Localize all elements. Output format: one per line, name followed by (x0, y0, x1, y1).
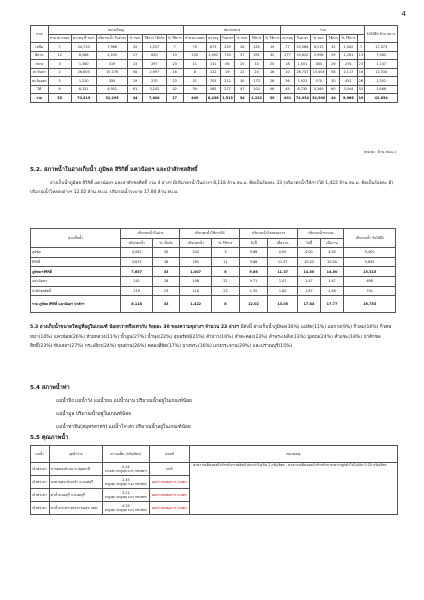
value-cell: 14.50 (320, 267, 344, 277)
value-cell: 10 (281, 68, 294, 77)
value-cell: 23 (212, 286, 240, 296)
col-inflow: ปริมาณน้ำไหลลงอ่างฯ (239, 229, 297, 239)
total-cell: 19 (357, 94, 365, 103)
value-cell: 19 (264, 43, 281, 52)
salinity-value: 0.24 (122, 465, 130, 469)
value-cell: 70 (183, 43, 206, 52)
col-receivable: รับได้อีก ล้าน ลบ.ม. (365, 26, 398, 43)
value-cell: 26 (327, 60, 340, 69)
value-cell: 8 (183, 68, 206, 77)
value-cell: 7,982 (365, 51, 398, 60)
col-pct: % รนก. (128, 34, 143, 43)
value-cell: 58 (327, 68, 340, 77)
salinity-note: ค่าสูงสุด (ค่าสูงสุด 5.01 กรัม/ลิตร) (104, 508, 148, 512)
value-cell: 25 (264, 60, 281, 69)
station-cell: ท่าน้ำกระทรวงสาธารณสุข กทม. (49, 502, 102, 515)
value-cell: 620 (143, 51, 166, 60)
value-cell: 22 (212, 276, 240, 286)
value-cell: 11.37 (268, 267, 298, 277)
value-cell: 7 (357, 43, 365, 52)
col-capacity: ความจุ (281, 34, 294, 43)
value-cell: 384 (311, 60, 327, 69)
salinity-cell (102, 476, 149, 489)
reservoir-name: ภูมิพล+สิริกิติ์ (31, 267, 121, 277)
col-salinity: ความเค็ม (กรัม/ลิตร) (102, 446, 149, 463)
criteria-cell: ผลกระทบต่อการ เกษตร (150, 502, 190, 515)
value-cell: 219 (121, 286, 153, 296)
value-cell: 25,586 (294, 43, 310, 52)
col-region: ภาค (31, 26, 49, 43)
value-cell: 1,257 (143, 43, 166, 52)
region-cell: ใต้ (31, 85, 49, 94)
value-cell: 10.50 (320, 257, 344, 267)
section-52-heading: 5.2. สภาพน้ำในอ่างเก็บน้ำ ภูมิพล สิริกิติ์ แควน้อยฯ และป่าสักชลสิทธิ์ (30, 167, 198, 173)
value-cell: 39 (183, 85, 206, 94)
col-station: จุดสำรวจ (49, 446, 102, 463)
col-usable: ปริมาตรน้ำใช้การได้ (180, 229, 239, 239)
salinity-cell (102, 489, 149, 502)
value-cell: 873 (206, 43, 220, 52)
value-cell: 241 (121, 276, 153, 286)
table-row (31, 51, 398, 60)
value-cell: 38 (152, 257, 179, 267)
value-cell: 5,895 (344, 257, 396, 267)
sub-today: วันนี้ (298, 238, 320, 248)
region-cell: กลาง (31, 60, 49, 69)
sum-cell: 33 (152, 296, 179, 313)
value-cell: 11 (183, 60, 206, 69)
value-cell: 173 (250, 77, 264, 86)
value-cell: 1.82 (268, 286, 298, 296)
sub-today: วันนี้ (239, 238, 267, 248)
value-cell: 37 (235, 51, 250, 60)
value-cell: 145 (250, 43, 264, 52)
total-cell: 30 (264, 94, 281, 103)
value-cell: 277 (281, 51, 294, 60)
total-cell: 42,654 (365, 94, 398, 103)
col-volume: ในอ่างฯ (220, 34, 235, 43)
col-usable: ใช้การ (327, 34, 340, 43)
river-status-2: แม่น้ำมูล ปริมาณน้ำอยู่ในเกณฑ์น้อย (56, 412, 132, 417)
value-cell: 23 (166, 60, 183, 69)
sum-cell: 8,118 (121, 296, 153, 313)
sum-cell: 17.77 (320, 296, 344, 313)
value-cell: 350 (96, 77, 127, 86)
value-cell: 8,568 (71, 51, 96, 60)
value-cell: 29 (220, 68, 235, 77)
col-count: จำนวน แหล่ง (183, 34, 206, 43)
value-cell: 58 (128, 68, 143, 77)
reservoir-name: ป่าสักชลสิทธิ์ (31, 286, 121, 296)
value-cell: 1,220 (71, 77, 96, 86)
criteria-cell: ผลกระทบต่อการ เกษตร (150, 476, 190, 489)
value-cell: 23 (357, 60, 365, 69)
table-row (31, 276, 396, 286)
river-cell: เจ้าพระยา (31, 502, 50, 515)
value-cell: 7,657 (121, 267, 153, 277)
group-medium: ขนาดกลาง (183, 26, 280, 35)
reservoir-summary-table (30, 25, 398, 103)
criteria-cell: ผลกระทบต่อการ เกษตร (150, 489, 190, 502)
value-cell: 22 (235, 68, 250, 77)
value-cell: 4,062 (121, 248, 153, 258)
value-cell: 212 (220, 77, 235, 86)
value-cell: 7 (166, 43, 183, 52)
value-cell: 23 (152, 286, 179, 296)
sum-cell: 8 (212, 296, 240, 313)
value-cell: 9.86 (239, 257, 267, 267)
value-cell: 131 (206, 60, 220, 69)
value-cell: 6 (212, 267, 240, 277)
value-cell: 4,952 (96, 85, 127, 94)
value-cell: 1,352 (365, 77, 398, 86)
value-cell: 16 (357, 68, 365, 77)
value-cell: 1.47 (298, 276, 320, 286)
water-quality-table (30, 445, 398, 515)
sub-pct: % ใช้การ (212, 238, 240, 248)
value-cell: 245 (183, 51, 206, 60)
value-cell: 9.71 (239, 276, 267, 286)
salinity-value: 3.21 (122, 491, 130, 495)
river-cell: เจ้าพระยา (31, 476, 50, 489)
value-cell: 26,603 (71, 68, 96, 77)
table-row (31, 286, 396, 296)
region-cell: ตะวันออก (31, 77, 49, 86)
value-cell: 77 (281, 43, 294, 52)
total-cell: 6,436 (206, 94, 220, 103)
value-cell: 741 (344, 286, 396, 296)
value-cell: 14.50 (298, 267, 320, 277)
group-large: ขนาดใหญ่ (48, 26, 183, 35)
section-55-heading: 5.5 คุณภาพน้ำ (30, 435, 69, 441)
value-cell: 32 (128, 43, 143, 52)
region-cell: อีสาน (31, 51, 49, 60)
value-cell: 698 (344, 276, 396, 286)
value-cell: 3,202 (143, 85, 166, 94)
value-cell: 2.46 (320, 286, 344, 296)
sub-yesterday: เมื่อวาน (268, 238, 298, 248)
value-cell: 3,544 (340, 85, 357, 94)
value-cell: 132 (206, 68, 220, 77)
value-cell: 2,997 (143, 68, 166, 77)
value-cell: 451 (340, 77, 357, 86)
value-cell: 20 (250, 68, 264, 77)
col-criteria: เกณฑ์ (150, 446, 190, 463)
col-remark: หมายเหตุ (189, 446, 397, 463)
col-volume: ในอ่างฯ (294, 34, 310, 43)
station-cell: ท่าน้ำนนทบุรี จ.นนทบุรี (49, 489, 102, 502)
table-row (31, 463, 398, 476)
col-volume: ปริมาณน้ำ ในอ่างฯ (96, 34, 127, 43)
total-cell: 35 (48, 94, 71, 103)
value-cell: 52 (166, 85, 183, 94)
value-cell: 1,007 (180, 267, 212, 277)
section-53-text: มีดังนี้ อ่างเก็บน้ำภูมิพล(30%) แม่งัด(11%) แม่กวง(9%) กิ่วลม(16%) กิ่วคอหมา(10%) แควน้อย(26%) ห้วยหลวง(11%) น้ำอูน(27%) น้ำพุง(22%) อุบลรัตน์(21%) ลำปาว(16%) ลำตะคอง(23%) ลำพระเพลิง(13%) มูลบน(24%) ลำแซะ(18%) ป่าสักชลสิทธิ์(23%) ทับเสลา(27%) กระเสียว(24%) ขุนด่าน(26%) คลองสียัด(17%) บางพระ(16%) แก่งกระจาน(29%) และปราณบุรี(15%) (30, 325, 392, 349)
value-cell: 9,400 (344, 248, 396, 258)
river-cell: เจ้าพระยา (31, 463, 50, 476)
value-cell: 26 (235, 43, 250, 52)
sub-volume: ปริมาตรน้ำ (180, 238, 212, 248)
sub-volume: ปริมาตรน้ำ (121, 238, 153, 248)
table-row (31, 248, 396, 258)
value-cell: 585 (206, 85, 220, 94)
value-cell: 60 (327, 85, 340, 94)
col-capacity: ความจุ ที่ รนก. (71, 34, 96, 43)
region-cell: ตะวันตก (31, 68, 49, 77)
total-cell: 70,419 (71, 94, 96, 103)
sum-cell: 16,753 (344, 296, 396, 313)
value-cell: 1.35 (239, 286, 267, 296)
sum-cell: 13.05 (268, 296, 298, 313)
col-pct: % รนก. (311, 34, 327, 43)
salinity-cell (102, 502, 149, 515)
col-release: ปริมาณน้ำระบาย (298, 229, 344, 239)
value-cell: 51 (183, 77, 206, 86)
value-cell: 1,261 (340, 51, 357, 60)
value-cell: 6 (48, 85, 71, 94)
value-cell: 391 (250, 51, 264, 60)
col-receivable: ปริมาณน้ำ รับได้อีก (344, 229, 396, 248)
col-pct-usable: % ใช้การ (264, 34, 281, 43)
col-volume: ปริมาตรน้ำในอ่าง (121, 229, 180, 239)
sub-pct: % เก็บกัก (152, 238, 179, 248)
value-cell: 2,245 (96, 51, 127, 60)
value-cell: 198 (180, 276, 212, 286)
value-cell: 5,269 (311, 85, 327, 94)
total-cell: 32,900 (311, 94, 327, 103)
value-cell: 16 (264, 68, 281, 77)
sum-cell: 17.84 (298, 296, 320, 313)
total-cell: 449 (183, 94, 206, 103)
value-cell: 11,334 (365, 68, 398, 77)
value-cell: 3 (48, 60, 71, 69)
table-row (31, 68, 398, 77)
value-cell: 8,151 (71, 85, 96, 94)
value-cell: 10,620 (294, 51, 310, 60)
value-cell: 703 (206, 77, 220, 86)
value-cell: 64 (220, 60, 235, 69)
value-cell: 27 (128, 51, 143, 60)
value-cell: 1,147 (365, 60, 398, 69)
river-status-3: แม่น้ำท่าจีน(สมุทรสาคร) แม่น้ำโก-สก ปริมาณน้ำอยู่ในเกณฑ์น้อย (56, 425, 191, 430)
sum-cell: 1,422 (180, 296, 212, 313)
total-cell: 17 (166, 94, 183, 103)
value-cell: 26 (152, 276, 179, 286)
col-pct: % รนก. (235, 34, 250, 43)
river-status-1: แม่น้ำปิง แม่น้ำวัง แม่น้ำยม แม่น้ำน่าน ปริมาณน้ำอยู่ในเกณฑ์น้อย (56, 399, 192, 404)
region-cell: เหนือ (31, 43, 49, 52)
value-cell: 16 (166, 68, 183, 77)
salinity-cell (102, 463, 149, 476)
value-cell: 319 (96, 60, 127, 69)
value-cell: 15,405 (311, 68, 327, 77)
value-cell: 1,501 (294, 60, 310, 69)
value-cell: 15,376 (96, 68, 127, 77)
value-cell: 32 (327, 43, 340, 52)
remark-cell: - ค่าความเค็มของน้ำสำหรับการผลิตน้ำประปาไม่เกิน 2 กรัม/ลิตร - ค่าความเค็มของน้ำสำหรับการเพาะปลูกทั่วไปไม่เกิน 0.25 กรัม/ลิตร (189, 463, 397, 515)
value-cell: 30 (235, 77, 250, 86)
col-usable: ใช้การ (250, 34, 264, 43)
value-cell: 1.47 (320, 276, 344, 286)
value-cell: 1,360 (71, 60, 96, 69)
value-cell: 18 (281, 60, 294, 69)
value-cell: 17,373 (365, 43, 398, 52)
value-cell: 29 (128, 77, 143, 86)
total-cell: 34 (235, 94, 250, 103)
value-cell: 30 (152, 248, 179, 258)
col-pct-usable: % ใช้การ (166, 34, 183, 43)
table-row (31, 257, 396, 267)
value-cell: 4.00 (298, 248, 320, 258)
table-row (31, 43, 398, 52)
value-cell: 733 (220, 51, 235, 60)
total-row (31, 94, 398, 103)
value-cell: 13 (166, 51, 183, 60)
value-cell: 291 (340, 60, 357, 69)
salinity-value: 4.29 (122, 504, 130, 508)
value-cell: 2,117 (340, 68, 357, 77)
total-cell: 74,954 (294, 94, 310, 103)
value-cell: 45 (281, 85, 294, 94)
salinity-note: ค่าสูงสุด (ค่าสูงสุด 4.07 กรัม/ลิตร) (104, 495, 148, 499)
value-cell: 1.07 (268, 276, 298, 286)
value-cell: 11.37 (268, 257, 298, 267)
value-cell: 9.86 (239, 267, 267, 277)
value-cell: 2,092 (206, 51, 220, 60)
total-cell: 31,295 (96, 94, 127, 103)
reservoir-name: ภูมิพล (31, 248, 121, 258)
value-cell: 229 (220, 43, 235, 52)
value-cell: 24,733 (71, 43, 96, 52)
value-cell: 3,466 (365, 85, 398, 94)
value-cell: 5 (48, 77, 71, 86)
value-cell: 7,986 (96, 43, 127, 52)
value-cell: 0.00 (268, 248, 298, 258)
value-cell: 8,215 (311, 43, 327, 52)
value-cell: 33 (152, 267, 179, 277)
value-cell: 56 (281, 77, 294, 86)
reservoir-name: สิริกิติ์ (31, 257, 121, 267)
value-cell: 1,402 (340, 43, 357, 52)
table-row (31, 77, 398, 86)
value-cell: 25 (235, 60, 250, 69)
section-54-heading: 5.4 สภาพน้ำท่า (30, 385, 70, 391)
page-number: 4 (401, 10, 406, 18)
value-cell: 29 (327, 51, 340, 60)
col-capacity: ความจุ (206, 34, 220, 43)
value-cell: 1,923 (294, 77, 310, 86)
total-cell: 44 (327, 94, 340, 103)
value-cell: 242 (180, 248, 212, 258)
value-cell: 33 (250, 60, 264, 69)
salinity-note: ค่าสูงสุด (ค่าสูงสุด 3.91 กรัม/ลิตร) (104, 482, 148, 486)
col-pct-usable: % ใช้การ (340, 34, 357, 43)
value-cell: 216 (180, 286, 212, 296)
value-cell: 23 (166, 77, 183, 86)
value-cell: 30 (327, 77, 340, 86)
table-row (31, 85, 398, 94)
value-cell: 8,735 (294, 85, 310, 94)
group-total: รวม (281, 26, 365, 35)
col-count: จำนวน แหล่ง (48, 34, 71, 43)
total-cell: 44 (128, 94, 143, 103)
reservoir-name: แควน้อยฯ (31, 276, 121, 286)
total-cell: 9,066 (340, 94, 357, 103)
station-cell: สะพานพระนั่งเกล้า จ.นนทบุรี (49, 476, 102, 489)
value-cell: 270 (143, 77, 166, 86)
river-cell: เจ้าพระยา (31, 489, 50, 502)
value-cell: 32 (264, 51, 281, 60)
total-cell: 1,222 (250, 94, 264, 103)
table-row (31, 267, 396, 277)
total-label: รวม (31, 94, 49, 103)
value-cell: 26,737 (294, 68, 310, 77)
main-reservoirs-table (30, 228, 396, 313)
section-53 (30, 323, 398, 352)
value-cell: 26 (357, 77, 365, 86)
sum-cell: 12.02 (239, 296, 267, 313)
criteria-cell: ปกติ (150, 463, 190, 476)
value-cell: 4.00 (320, 248, 344, 258)
col-reservoir: อ่างเก็บน้ำ (31, 229, 121, 248)
col-usable: ใช้การ ได้จริง (143, 34, 166, 43)
value-cell: 12 (48, 51, 71, 60)
value-cell: 53 (357, 85, 365, 94)
value-cell: 1.87 (298, 286, 320, 296)
value-cell: 3,615 (121, 257, 153, 267)
total-cell: 1,515 (220, 94, 235, 103)
value-cell: 2 (48, 68, 71, 77)
value-cell: 15,315 (344, 267, 396, 277)
value-cell: 47 (235, 85, 250, 94)
value-cell: 297 (143, 60, 166, 69)
value-cell: 3 (212, 248, 240, 258)
value-cell: 570 (311, 77, 327, 86)
value-cell: 11 (212, 257, 240, 267)
table-row (31, 60, 398, 69)
sub-yesterday: เมื่อวาน (320, 238, 344, 248)
value-cell: 61 (128, 85, 143, 94)
value-cell: 26 (264, 77, 281, 86)
sum-label: รวม ภูมิพล สิริกิติ์ แควน้อยฯ ป่าสักฯ (31, 296, 121, 313)
col-river: แม่น้ำ (31, 446, 50, 463)
section-52-text: อ่างเก็บน้ำภูมิพล สิริกิติ์ แควน้อยฯ และป่าสักชลสิทธิ์ รวม 4 อ่างฯ มีปริมาตรน้ำในอ่างฯ 8,118 ล้าน ลบ.ม. คิดเป็นร้อยละ 33 (ปริมาตรน้ำใช้การได้ 1,422 ล้าน ลบ.ม. คิดเป็นร้อยละ 8) ปริมาณน้ำไหลลงอ่างฯ 12.02 ล้าน ลบ.ม. ปริมาณน้ำระบาย 17.84 ล้าน ลบ.ม. (30, 181, 393, 195)
total-cell: 491 (281, 94, 294, 103)
value-cell: 13 (357, 51, 365, 60)
section-53-lead: 5.3 อ่างเก็บน้ำขนาดใหญ่ที่อยู่ในเกณฑ์ น้อยกว่าหรือเท่ากับ ร้อยละ 30 ของความจุอ่างฯ จำนวน 23 อ่างฯ (30, 325, 240, 330)
value-cell: 202 (250, 85, 264, 94)
salinity-value: 2.45 (122, 478, 130, 482)
value-cell: 277 (220, 85, 235, 94)
value-cell: 46 (264, 85, 281, 94)
value-cell: 2,998 (311, 51, 327, 60)
sum-row (31, 296, 396, 313)
value-cell: 7 (48, 43, 71, 52)
station-cell: ปากคลองสำแล จ.ปทุมธานี (49, 463, 102, 476)
value-cell: 9.88 (239, 248, 267, 258)
unit-note: (หน่วย : ล้าน ลบ.ม.) (363, 150, 396, 154)
salinity-note: ค่าเฉลี่ย (ค่าสูงสุด 0.25 กรัม/ลิตร) (105, 469, 147, 473)
value-cell: 23 (128, 60, 143, 69)
total-cell: 7,804 (143, 94, 166, 103)
value-cell: 10.50 (298, 257, 320, 267)
value-cell: 765 (180, 257, 212, 267)
